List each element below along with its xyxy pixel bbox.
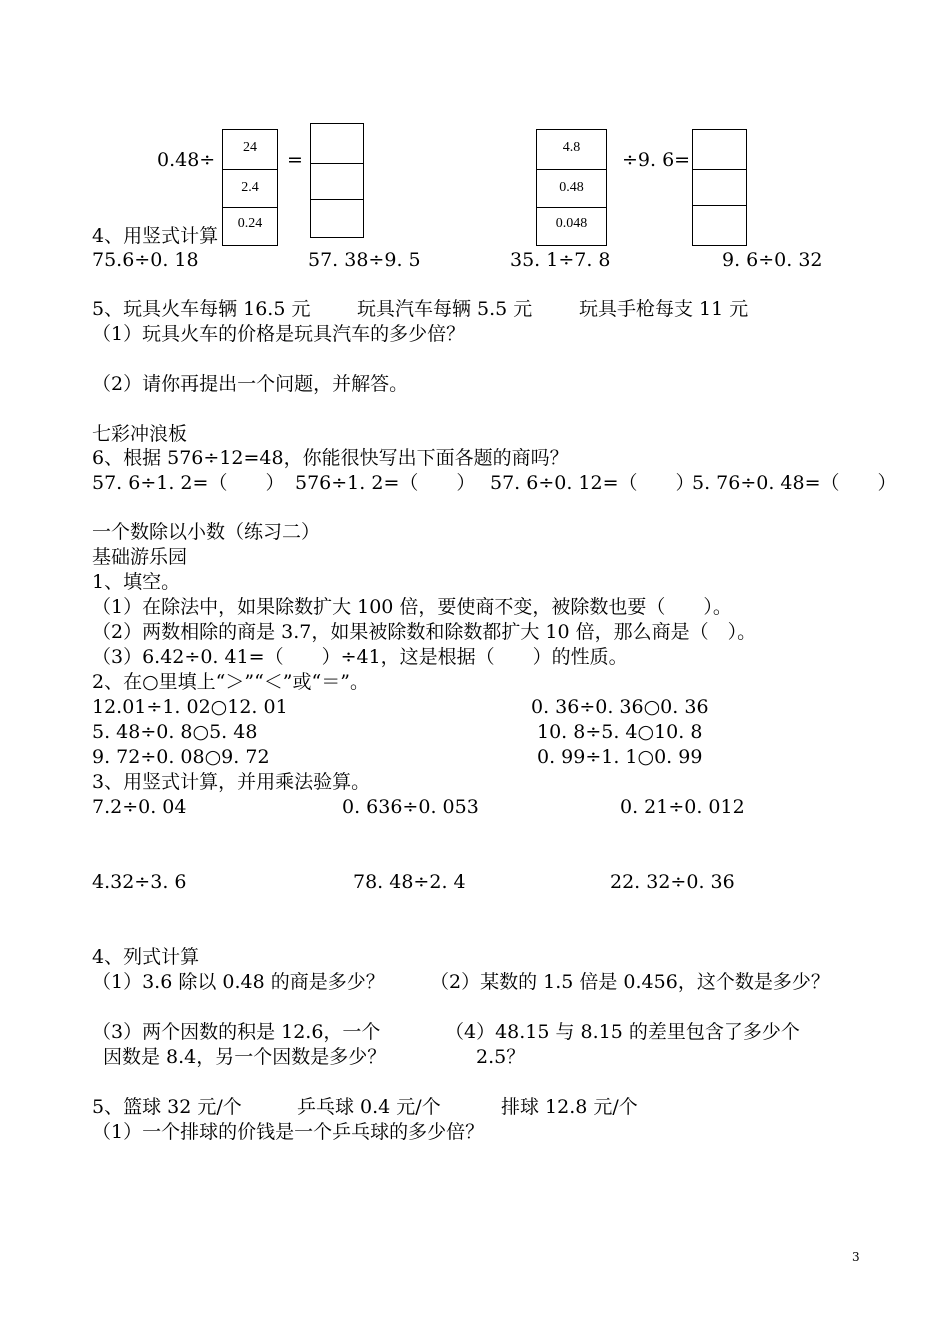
page-number: 3 [852, 1250, 860, 1264]
b-q1-2: （2）两数相除的商是 3.7，如果被除数和除数都扩大 10 倍，那么商是（ ）。 [92, 621, 757, 643]
b-q4-2: （2）某数的 1.5 倍是 0.456，这个数是多少？ [430, 971, 830, 993]
q4-item: 9. 6÷0. 32 [722, 249, 823, 271]
b-q4-3a: （3）两个因数的积是 12.6，一个 [92, 1021, 381, 1043]
b-q3-item: 4.32÷3. 6 [92, 871, 187, 893]
b-q2-item: 5. 48÷0. 8○5. 48 [92, 721, 258, 743]
box-cell: 0.48 [537, 170, 606, 208]
b-q2-item: 0. 36÷0. 36○0. 36 [531, 696, 709, 718]
q4-item: 35. 1÷7. 8 [510, 249, 611, 271]
b-q2-item: 12.01÷1. 02○12. 01 [92, 696, 288, 718]
b-q4-4b: 2.5？ [476, 1046, 526, 1068]
answer-cell [311, 124, 363, 164]
b-q5-1: （1）一个排球的价钱是一个乒乓球的多少倍？ [92, 1121, 485, 1143]
q4-item: 57. 38÷9. 5 [308, 249, 421, 271]
q5-price: 玩具手枪每支 11 元 [579, 298, 749, 320]
q6-item: 576÷1. 2=（ ） [295, 472, 476, 494]
b-q3-title: 3、用竖式计算，并用乘法验算。 [92, 771, 371, 793]
box-cell: 0.24 [237, 216, 263, 231]
b-q5-price: 排球 12.8 元/个 [501, 1096, 638, 1118]
b-q1-title: 1、填空。 [92, 571, 181, 593]
q5-price: 玩具汽车每辆 5.5 元 [357, 298, 533, 320]
b-q2-item: 9. 72÷0. 08○9. 72 [92, 746, 270, 768]
b-q3-item: 7.2÷0. 04 [92, 796, 187, 818]
left-number-boxes [222, 129, 278, 246]
q5-sub1: （1）玩具火车的价格是玩具汽车的多少倍？ [92, 323, 466, 345]
b-q2-item: 0. 99÷1. 1○0. 99 [537, 746, 703, 768]
q4-title: 4、用竖式计算 [92, 225, 219, 247]
left-answer-boxes [310, 123, 364, 238]
diagram-equals: = [287, 149, 303, 171]
b-q5-price: 5、篮球 32 元/个 [92, 1096, 242, 1118]
q6-item: 57. 6÷1. 2=（ ） [92, 472, 285, 494]
b-q4-3b: 因数是 8.4，另一个因数是多少？ [103, 1046, 387, 1068]
exercise-subheading: 基础游乐园 [92, 546, 188, 568]
b-q3-item: 22. 32÷0. 36 [610, 871, 735, 893]
b-q5-price: 乒乓球 0.4 元/个 [297, 1096, 441, 1118]
answer-cell [311, 200, 363, 238]
b-q2-title: 2、在○里填上“＞”“＜”或“＝”。 [92, 671, 369, 693]
b-q3-item: 78. 48÷2. 4 [353, 871, 466, 893]
b-q3-item: 0. 636÷0. 053 [342, 796, 479, 818]
board-heading: 七彩冲浪板 [92, 423, 188, 445]
answer-cell [311, 164, 363, 200]
q4-item: 75.6÷0. 18 [92, 249, 199, 271]
answer-cell [693, 170, 746, 206]
exercise-title: 一个数除以小数（练习二） [92, 521, 321, 543]
q6-title: 6、根据 576÷12=48，你能很快写出下面各题的商吗？ [92, 447, 569, 469]
b-q4-title: 4、列式计算 [92, 946, 200, 968]
box-cell: 2.4 [223, 170, 277, 208]
b-q3-item: 0. 21÷0. 012 [620, 796, 745, 818]
b-q4-4a: （4）48.15 与 8.15 的差里包含了多少个 [445, 1021, 800, 1043]
right-number-boxes [536, 129, 607, 246]
q6-item: 5. 76÷0. 48=（ ） [692, 472, 897, 494]
box-cell: 4.8 [537, 130, 606, 170]
b-q1-1: （1）在除法中，如果除数扩大 100 倍，要使商不变，被除数也要（ ）。 [92, 596, 732, 618]
q6-item: 57. 6÷0. 12=（ ） [490, 472, 695, 494]
q5-sub2: （2）请你再提出一个问题，并解答。 [92, 373, 409, 395]
q5-price: 5、玩具火车每辆 16.5 元 [92, 298, 311, 320]
b-q1-3: （3）6.42÷0. 41=（ ）÷41，这是根据（ ）的性质。 [92, 646, 628, 668]
diagram-right-suffix: ÷9. 6= [622, 149, 691, 171]
box-cell: 24 [223, 130, 277, 170]
answer-cell [693, 130, 746, 170]
b-q2-item: 10. 8÷5. 4○10. 8 [537, 721, 703, 743]
diagram-left-prefix: 0.48÷ [157, 149, 216, 171]
b-q4-1: （1）3.6 除以 0.48 的商是多少？ [92, 971, 385, 993]
answer-cell [693, 206, 746, 246]
right-answer-boxes [692, 129, 747, 246]
box-cell: 0.048 [555, 216, 588, 231]
